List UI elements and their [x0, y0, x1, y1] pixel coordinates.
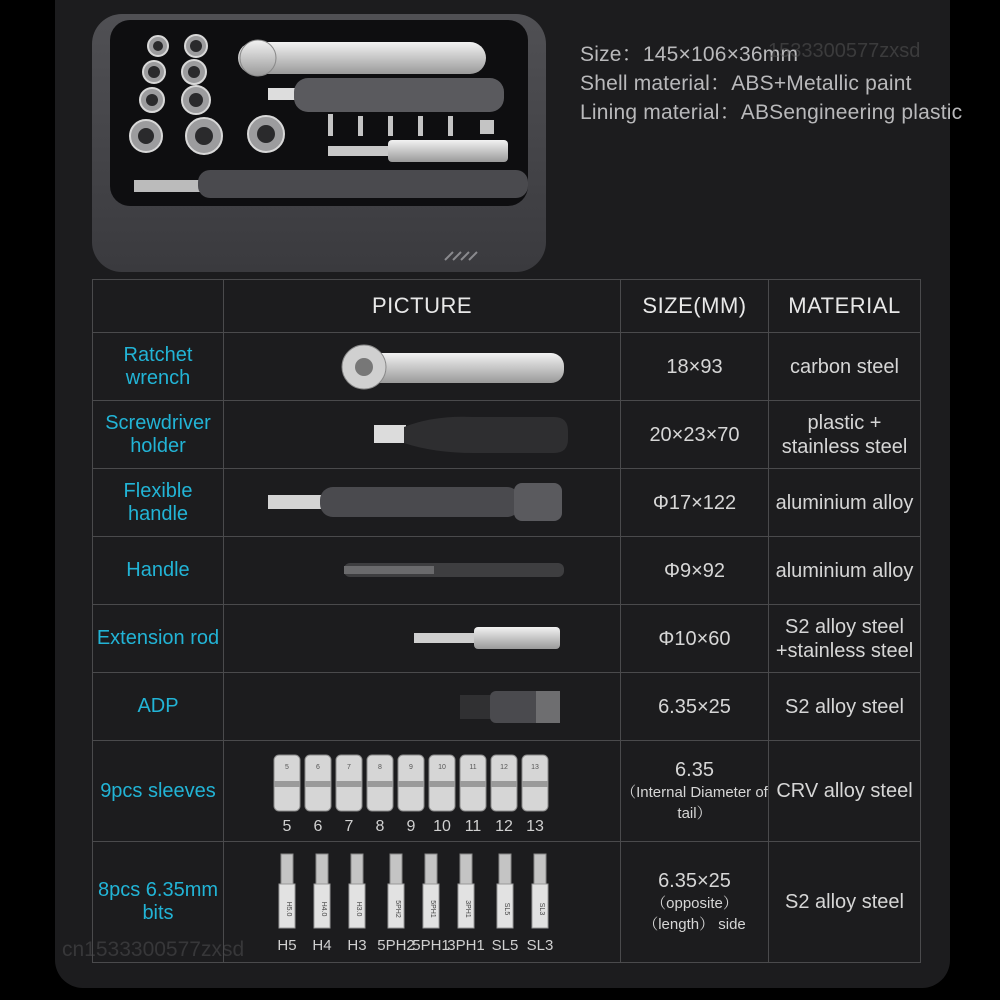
sleeve [522, 755, 548, 835]
bit [412, 854, 450, 954]
part-name: Flexible handle [93, 469, 224, 537]
bit [447, 854, 485, 954]
bit [347, 854, 366, 954]
part-material: S2 alloy steel +stainless steel [769, 605, 921, 673]
size-value: 6.35×25 [658, 870, 731, 892]
sleeve-label: 7 [344, 818, 354, 835]
bit-label: H3 [347, 937, 367, 954]
part-material: carbon steel [769, 333, 921, 401]
sleeve-mark: 10 [438, 764, 446, 771]
part-name: Extension rod [93, 605, 224, 673]
part-picture [224, 842, 621, 963]
header-picture: PICTURE [224, 280, 621, 333]
sleeve [336, 755, 362, 835]
part-picture [224, 673, 621, 741]
part-picture [224, 605, 621, 673]
bit-mark: H5.0 [285, 901, 292, 917]
bit-label: 3PH1 [447, 937, 485, 954]
flexible-handle-image [224, 469, 621, 536]
header-name [93, 280, 224, 333]
part-picture [224, 741, 621, 842]
spec-shell-material: Shell material：ABS+Metallic paint [580, 72, 912, 95]
part-picture [224, 537, 621, 605]
part-material: aluminium alloy [769, 469, 921, 537]
part-name: Handle [93, 537, 224, 605]
table-row [93, 537, 921, 605]
part-picture [224, 469, 621, 537]
sleeve-label: 13 [526, 818, 544, 835]
bit-mark: 5PH1 [429, 900, 436, 918]
sleeve [398, 755, 424, 835]
bits-image [224, 842, 621, 962]
sleeve-label: 9 [406, 818, 416, 835]
handle-image [224, 537, 621, 604]
bit-label: SL5 [491, 937, 519, 954]
table-row [93, 673, 921, 741]
adapter-image [224, 673, 621, 740]
bit [312, 854, 331, 954]
sleeve-mark: 5 [285, 764, 289, 771]
bit-label: H4 [312, 937, 332, 954]
part-size [621, 842, 769, 963]
bit-label: SL3 [526, 937, 554, 954]
sleeves-image [224, 741, 621, 841]
sleeve-mark: 13 [531, 764, 539, 771]
sleeve [460, 755, 486, 835]
sleeve-label: 6 [313, 818, 323, 835]
watermark-bottom: cn1533300577zxsd [62, 938, 245, 961]
part-picture [224, 401, 621, 469]
spec-size: Size：145×106×36mm [580, 43, 799, 66]
table-row [93, 842, 921, 963]
part-material: CRV alloy steel [769, 741, 921, 842]
bit [492, 854, 519, 954]
ratchet-wrench-image [224, 333, 621, 400]
bit-mark: SL3 [538, 902, 545, 916]
part-size: 6.35×25 [621, 673, 769, 741]
bit-mark: H3.0 [355, 901, 362, 917]
sleeve-label: 12 [495, 818, 513, 835]
bit-mark: 3PH1 [464, 900, 471, 918]
part-name: Screwdriver holder [93, 401, 224, 469]
part-name: 9pcs sleeves [93, 741, 224, 842]
header-size: SIZE(MM) [621, 280, 769, 333]
bit-mark: H4.0 [320, 901, 327, 917]
spec-lining-material: Lining material：ABSengineering plastic [580, 101, 963, 124]
sleeve-label: 11 [464, 818, 482, 835]
table-row [93, 401, 921, 469]
part-name: 8pcs 6.35mm bits [93, 842, 224, 963]
part-size: Φ9×92 [621, 537, 769, 605]
bit [527, 854, 554, 954]
sleeve-mark: 12 [500, 764, 508, 771]
part-size: Φ10×60 [621, 605, 769, 673]
size-value: 6.35 [675, 759, 714, 781]
bit [377, 854, 415, 954]
parts-table [92, 279, 921, 963]
sleeve [429, 755, 455, 835]
part-name: ADP [93, 673, 224, 741]
part-material: S2 alloy steel [769, 842, 921, 963]
bit-mark: 5PH2 [394, 900, 401, 918]
part-size [621, 741, 769, 842]
sleeve-mark: 6 [316, 764, 320, 771]
sleeve [274, 755, 300, 835]
sleeve-label: 8 [375, 818, 385, 835]
table-row [93, 333, 921, 401]
part-size: 18×93 [621, 333, 769, 401]
sleeve-label: 10 [433, 818, 451, 835]
table-row [93, 469, 921, 537]
size-note: （opposite）（length） side [643, 895, 746, 933]
table-row [93, 741, 921, 842]
part-picture [224, 333, 621, 401]
sleeve [491, 755, 517, 835]
size-note: （Internal Diameter of tail） [621, 784, 768, 822]
sleeve [367, 755, 393, 835]
table-header-row [93, 280, 921, 333]
table-row [93, 605, 921, 673]
toolbox-image [88, 12, 550, 274]
sleeve-mark: 11 [469, 764, 477, 771]
sleeve-mark: 7 [347, 764, 351, 771]
bit [277, 854, 296, 954]
bit-label: 5PH1 [412, 937, 450, 954]
sleeve-mark: 9 [409, 764, 413, 771]
sleeve [305, 755, 331, 835]
part-size: 20×23×70 [621, 401, 769, 469]
part-material: plastic + stainless steel [769, 401, 921, 469]
part-name: Ratchet wrench [93, 333, 224, 401]
part-material: S2 alloy steel [769, 673, 921, 741]
sleeve-label: 5 [282, 818, 292, 835]
watermark-top: 1533300577zxsd [768, 40, 921, 62]
extension-rod-image [224, 605, 621, 672]
screwdriver-holder-image [224, 401, 621, 468]
bit-mark: SL5 [503, 902, 510, 916]
bit-label: H5 [277, 937, 297, 954]
header-material: MATERIAL [769, 280, 921, 333]
sleeve-mark: 8 [378, 764, 382, 771]
part-material: aluminium alloy [769, 537, 921, 605]
bit-label: 5PH2 [377, 937, 415, 954]
part-size: Φ17×122 [621, 469, 769, 537]
